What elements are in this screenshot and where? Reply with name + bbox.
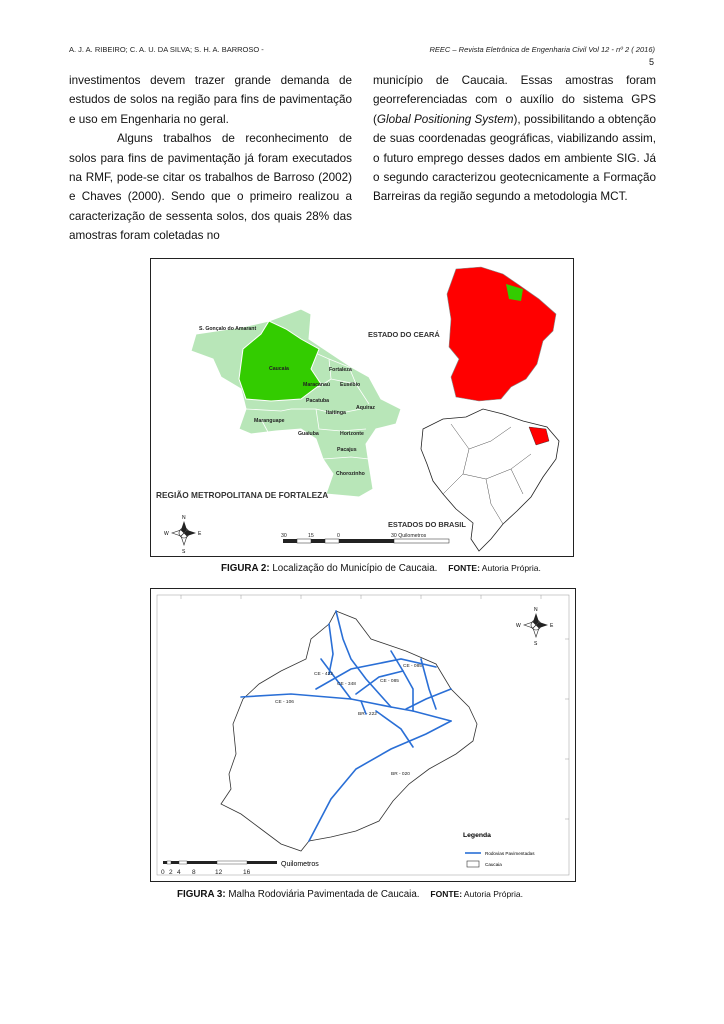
ceara-state-shape — [447, 267, 556, 401]
paragraph — [373, 71, 656, 207]
scale-tick: 15 — [308, 533, 314, 539]
road-label: CE - 106 — [275, 700, 294, 705]
compass-e: E — [550, 623, 554, 629]
compass-e: E — [198, 531, 202, 537]
map-label: Maracanaú — [303, 382, 331, 388]
scale-tick: 8 — [192, 869, 196, 876]
figure-2-location-map — [150, 258, 574, 557]
source-label: FONTE: — [448, 563, 480, 573]
location-map-svg — [151, 259, 573, 556]
paragraph: Alguns trabalhos de reconhecimento de solos para fins de pavimentação já foram executados na RMF, pode-se citar os trabalhos de Barroso (2002) e Chaves (2000). Sendo que o primeiro realizou a caracterização de sessenta solos, dos quais 28% das amostras foram coletadas no — [69, 132, 352, 243]
scale-bar — [281, 533, 449, 543]
body-column-left — [69, 71, 352, 246]
road-label: BR - 020 — [391, 772, 410, 777]
scale-unit: Quilometros — [281, 861, 319, 868]
paragraph: investimentos devem trazer grande demanda de estudos de solos na região para fins de pavimentação e uso em Engenharia no geral. — [69, 74, 352, 126]
body-column-right — [373, 71, 656, 207]
map-label: Itaitinga — [326, 410, 346, 416]
region-title: REGIÃO METROPOLITANA DE FORTALEZA — [156, 490, 329, 500]
legend-item: Rodovias Pavimentadas — [485, 851, 535, 856]
caption-label: FIGURA 2: — [221, 563, 270, 574]
caption-label: FIGURA 3: — [177, 889, 226, 900]
compass-w: W — [164, 531, 169, 537]
compass-rose-icon — [516, 607, 554, 647]
scale-tick: 4 — [177, 869, 181, 876]
map-label: Fortaleza — [329, 367, 352, 373]
compass-s: S — [534, 641, 538, 647]
map-label: Aquiraz — [356, 405, 376, 411]
compass-rose-icon — [164, 515, 202, 555]
road-label: CE - 422 — [314, 672, 333, 677]
running-header-authors: A. J. A. RIBEIRO; C. A. U. DA SILVA; S. H. A. BARROSO - — [69, 45, 264, 54]
scale-tick: 16 — [243, 869, 251, 876]
scale-tick: 30 — [281, 533, 287, 539]
map-legend — [463, 832, 535, 867]
scale-tick: 30 Quilometros — [391, 533, 427, 539]
paragraph-italic-text: Global Positioning System — [376, 112, 514, 126]
state-title: ESTADO DO CEARÁ — [368, 330, 440, 339]
source-text: Autoria Própria. — [479, 563, 541, 573]
road-map-svg — [151, 589, 575, 881]
map-label: Pacatuba — [306, 398, 330, 404]
scale-tick: 0 — [337, 533, 340, 539]
figure-3-caption — [177, 889, 523, 900]
caption-text: Malha Rodoviária Pavimentada de Caucaia. — [225, 889, 420, 900]
page-number: 5 — [648, 57, 654, 67]
scale-tick: 2 — [169, 869, 173, 876]
caption-text: Localização do Município de Caucaia. — [269, 563, 438, 574]
paragraph-text: ), possibilitando a obtenção de suas coordenadas geográficas, viabilizando assim, o futuro emprego desses dados em ambiente SIG. Já o segundo caracterizou geotecnicamente a Formação Barreiras da região segundo a metodologia MCT. — [373, 112, 657, 204]
road-label: CE - 085 — [403, 664, 422, 669]
map-label: Chorozinho — [336, 471, 365, 477]
caucaia-outline-shape — [221, 611, 477, 851]
map-label: Horizonte — [340, 431, 364, 437]
map-label: Eusébio — [340, 382, 361, 388]
map-label: Pacajus — [337, 447, 357, 453]
scale-tick: 0 — [161, 869, 165, 876]
running-header-journal: REEC – Revista Eletrônica de Engenharia Civil Vol 12 - nº 2 ( 2016) — [429, 45, 655, 54]
road-label: CE - 085 — [380, 679, 399, 684]
map-label: S. Gonçalo do Amarant — [199, 326, 257, 332]
road-label: CE - 348 — [337, 682, 356, 687]
map-label: Maranguape — [254, 418, 285, 424]
compass-n: N — [182, 515, 186, 521]
compass-w: W — [516, 623, 521, 629]
compass-n: N — [534, 607, 538, 613]
compass-s: S — [182, 549, 186, 555]
legend-item: Caucaia — [485, 862, 502, 867]
source-label: FONTE: — [430, 889, 463, 899]
figure-3-road-map — [150, 588, 576, 882]
scale-bar — [161, 861, 319, 876]
road-label: BR - 222 — [358, 712, 377, 717]
legend-title: Legenda — [463, 832, 491, 839]
legend-area-swatch — [467, 861, 479, 867]
country-title: ESTADOS DO BRASIL — [388, 520, 466, 529]
paragraph-text: município de Caucaia. Essas amostras foram georreferenciadas com o auxílio do sistema GPS ( — [373, 74, 656, 126]
scale-tick: 12 — [215, 869, 223, 876]
source-text: Autoria Própria. — [462, 889, 523, 899]
map-label: Caucaia — [269, 366, 289, 372]
figure-2-caption — [221, 563, 541, 574]
map-label: Guaiuba — [298, 431, 319, 437]
